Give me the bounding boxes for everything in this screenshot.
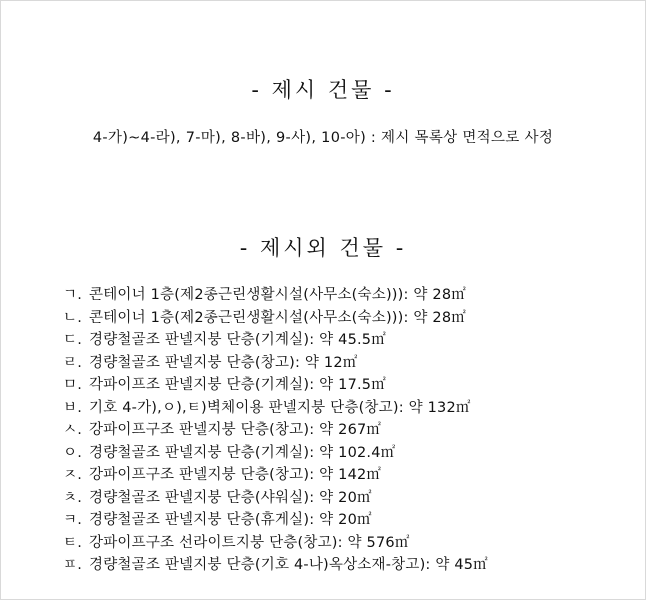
section-title-other-buildings: - 제시외 건물 - xyxy=(239,236,407,260)
list-item-text: 경량철골조 판넬지붕 단층(기호 4-나)옥상소재-창고): 약 45㎡ xyxy=(89,557,488,573)
list-item xyxy=(63,532,488,555)
list-marker: ㄹ. xyxy=(63,354,83,371)
list-item-text: 경량철골조 판넬지붕 단층(기계실): 약 102.4㎡ xyxy=(89,444,396,461)
list-item-text: 강파이프구조 선라이트지붕 단층(창고): 약 576㎡ xyxy=(89,534,410,551)
list-item xyxy=(63,554,488,577)
list-item xyxy=(63,464,488,487)
list-marker: ㄱ. xyxy=(63,287,83,303)
list-marker: ㅋ. xyxy=(63,512,83,528)
other-buildings-list xyxy=(63,284,488,577)
list-item-text: 경량철골조 판넬지붕 단층(휴게실): 약 20㎡ xyxy=(89,512,372,528)
list-item xyxy=(63,397,488,420)
document-page xyxy=(1,1,645,599)
list-item xyxy=(63,419,488,442)
list-item xyxy=(63,352,488,375)
list-marker: ㅍ. xyxy=(63,557,83,573)
list-item xyxy=(63,509,488,532)
list-item xyxy=(63,442,488,465)
list-item-text: 경량철골조 판넬지붕 단층(샤워실): 약 20㎡ xyxy=(89,489,372,506)
list-item-text: 경량철골조 판넬지붕 단층(창고): 약 12㎡ xyxy=(89,354,358,371)
section-title-presented-buildings: - 제시 건물 - xyxy=(251,78,395,102)
list-item-text: 콘테이너 1층(제2종근린생활시설(사무소(숙소))): 약 28㎡ xyxy=(89,287,466,303)
list-item-text: 경량철골조 판넬지붕 단층(기계실): 약 45.5㎡ xyxy=(89,332,386,348)
list-item xyxy=(63,284,488,307)
list-item xyxy=(63,487,488,510)
list-marker: ㅁ. xyxy=(63,377,83,393)
list-marker: ㄴ. xyxy=(63,309,83,326)
list-marker: ㅈ. xyxy=(63,467,83,483)
list-marker: ㅌ. xyxy=(63,534,83,551)
presented-buildings-note: 4-가)~4-라), 7-마), 8-바), 9-사), 10-아) : 제시 목록상 면적으로 사정 xyxy=(92,130,554,146)
list-item-text: 강파이프구조 판넬지붕 단층(창고): 약 267㎡ xyxy=(89,422,382,438)
list-item xyxy=(63,307,488,330)
list-item-text: 각파이프조 판넬지붕 단층(기계실): 약 17.5㎡ xyxy=(89,377,386,393)
list-item-text: 강파이프구조 판넬지붕 단층(창고): 약 142㎡ xyxy=(89,467,382,483)
list-marker: ㅇ. xyxy=(63,444,83,461)
list-item xyxy=(63,374,488,397)
list-item-text: 기호 4-가),ㅇ),ㅌ)벽체이용 판넬지붕 단층(창고): 약 132㎡ xyxy=(89,399,471,416)
list-marker: ㅊ. xyxy=(63,489,83,506)
list-item-text: 콘테이너 1층(제2종근린생활시설(사무소(숙소))): 약 28㎡ xyxy=(89,309,466,326)
list-item xyxy=(63,329,488,352)
list-marker: ㅅ. xyxy=(63,422,83,438)
list-marker: ㄷ. xyxy=(63,332,83,348)
list-marker: ㅂ. xyxy=(63,399,83,416)
